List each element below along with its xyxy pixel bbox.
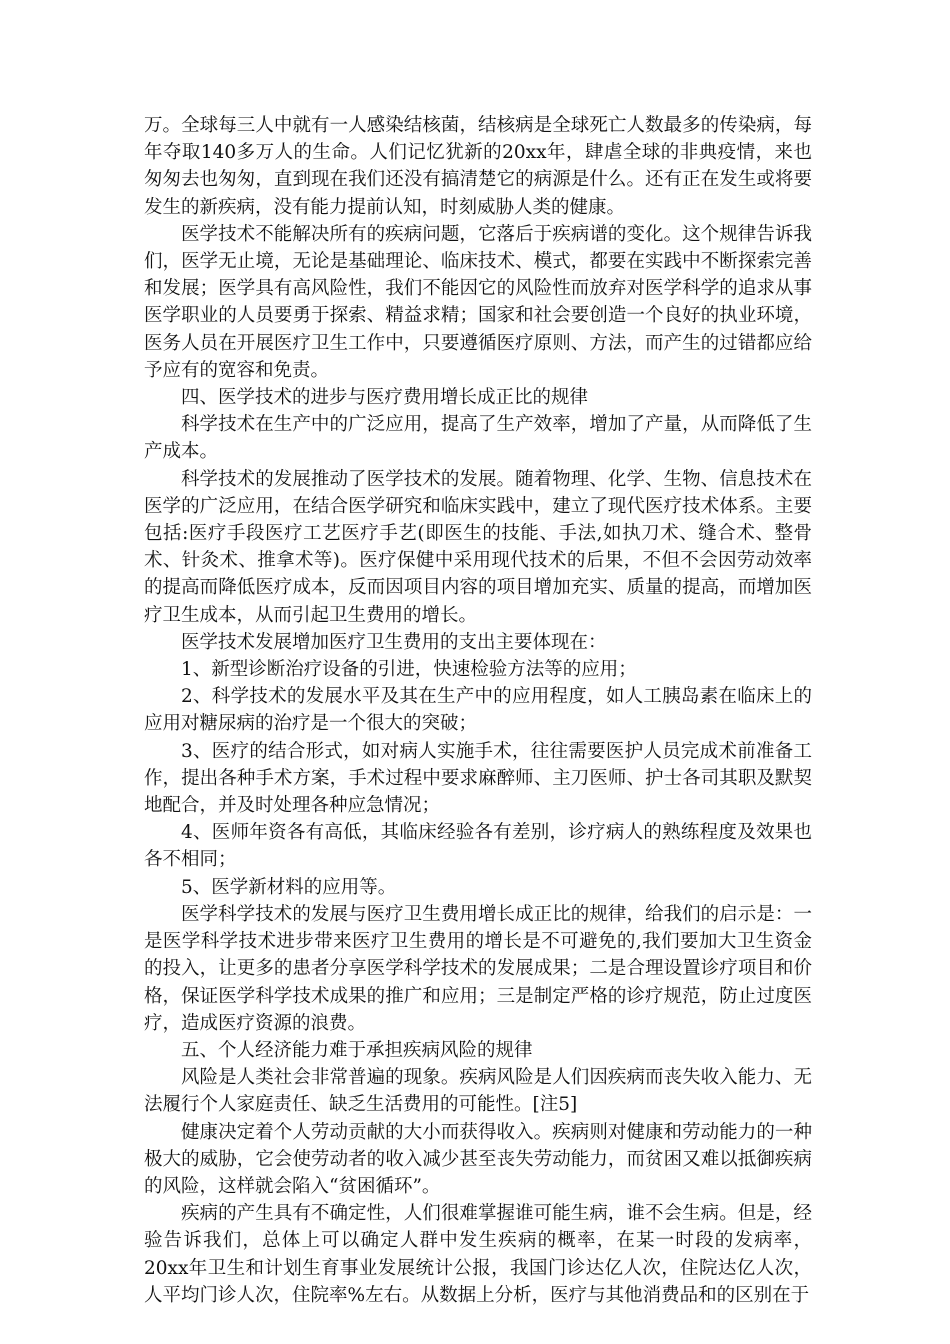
paragraph-continuation: 万。全球每三人中就有一人感染结核菌，结核病是全球死亡人数最多的传染病，每年夺取140多万人的生命。人们记忆犹新的20xx年，肆虐全球的非典疫情，来也匆匆去也匆匆，直到现在我们还没有搞清楚它的病源是什么。还有正在发生或将要发生的新疾病，没有能力提前认知，时刻威胁人类的健康。: [144, 115, 812, 218]
list-item-3: 3、医疗的结合形式，如对病人实施手术，往往需要医护人员完成术前准备工作，提出各种手术方案，手术过程中要求麻醉师、主刀医师、护士各司其职及默契地配合，并及时处理各种应急情况；: [144, 740, 812, 817]
list-item-1: 1、新型诊断治疗设备的引进，快速检验方法等的应用；: [181, 659, 637, 681]
paragraph-health-income: 健康决定着个人劳动贡献的大小而获得收入。疾病则对健康和劳动能力的一种极大的威胁，它会使劳动者的收入减少甚至丧失劳动能力，而贫困又难以抵御疾病的风险，这样就会陷入“贫困循环”。: [144, 1121, 812, 1197]
document-body: [144, 112, 812, 1309]
paragraph-medical-limits: 医学技术不能解决所有的疾病问题，它落后于疾病谱的变化。这个规律告诉我们，医学无止境，无论是基础理论、临床技术、模式，都要在实践中不断探索完善和发展；医学具有高风险性，我们不能因它的风险性而放弃对医学科学的追求从事医学职业的人员要勇于探索、精益求精；国家和社会要创造一个良好的执业环境，医务人员在开展医疗卫生工作中，只要遵循医疗原则、方法，而产生的过错都应给予应有的宽容和免责。: [144, 223, 812, 381]
paragraph-risk-definition: 风险是人类社会非常普遍的现象。疾病风险是人们因疾病而丧失收入能力、无法履行个人家庭责任、缺乏生活费用的可能性。[注5]: [144, 1067, 812, 1116]
section-heading-four: 四、医学技术的进步与医疗费用增长成正比的规律: [181, 387, 589, 409]
section-heading-five: 五、个人经济能力难于承担疾病风险的规律: [181, 1039, 533, 1061]
paragraph-implications: 医学科学技术的发展与医疗卫生费用增长成正比的规律，给我们的启示是：一是医学科学技术进步带来医疗卫生费用的增长是不可避免的,我们要加大卫生资金的投入，让更多的患者分享医学科学技术的发展成果；二是合理设置诊疗项目和价格，保证医学科学技术成果的推广和应用；三是制定严格的诊疗规范，防止过度医疗，造成医疗资源的浪费。: [144, 903, 812, 1034]
list-item-5: 5、医学新材料的应用等。: [181, 876, 397, 898]
list-item-2: 2、科学技术的发展水平及其在生产中的应用程度，如人工胰岛素在临床上的应用对糖尿病的治疗是一个很大的突破；: [144, 686, 812, 735]
paragraph-production-efficiency: 科学技术在生产中的广泛应用，提高了生产效率，增加了产量，从而降低了生产成本。: [144, 414, 812, 463]
paragraph-disease-uncertainty: 疾病的产生具有不确定性，人们很难掌握谁可能生病，谁不会生病。但是，经验告诉我们，总体上可以确定人群中发生疾病的概率，在某一时段的发病率，20xx年卫生和计划生育事业发展统计公报，我国门诊达亿人次，住院达亿人次，人平均门诊人次，住院率%左右。从数据上分析，医疗与其他消费品和的区别在于: [144, 1203, 812, 1306]
paragraph-technology-development: 科学技术的发展推动了医学技术的发展。随着物理、化学、生物、信息技术在医学的广泛应用，在结合医学研究和临床实践中，建立了现代医疗技术体系。主要包括:医疗手段医疗工艺医疗手艺(即医生的技能、手法,如执刀术、缝合术、整骨术、针灸术、推拿术等)。医疗保健中采用现代技术的后果，不但不会因劳动效率的提高而降低医疗成本，反而因项目内容的项目增加充实、质量的提高，而增加医疗卫生成本，从而引起卫生费用的增长。: [144, 468, 812, 626]
paragraph-expenditure-intro: 医学技术发展增加医疗卫生费用的支出主要体现在：: [181, 631, 607, 653]
list-item-4: 4、医师年资各有高低，其临床经验各有差别，诊疗病人的熟练程度及效果也各不相同；: [144, 822, 812, 871]
